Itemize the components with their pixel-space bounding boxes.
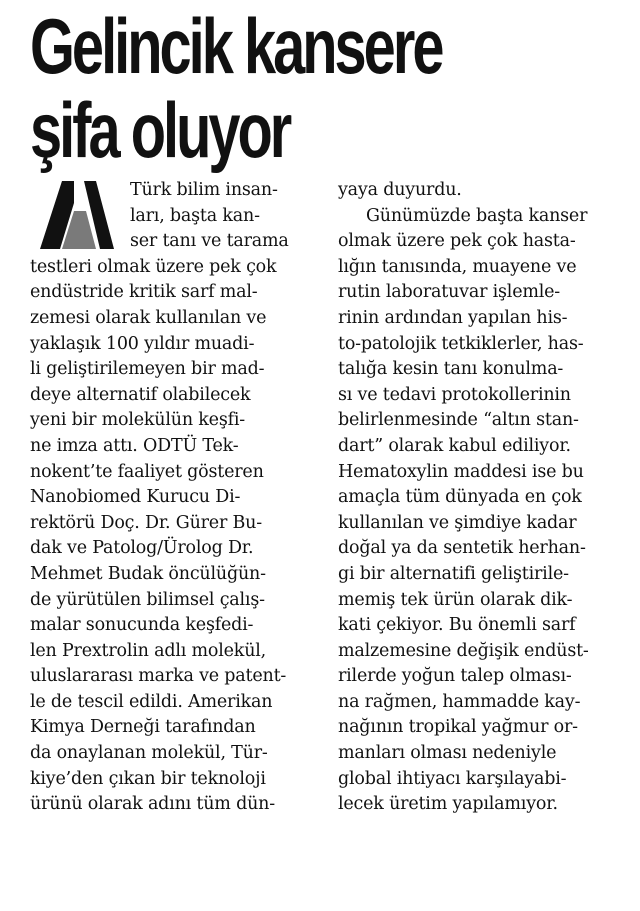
text-line: ürünü olarak adını tüm dün- [30,794,275,815]
text-line: sı ve tedavi protokollerinin [338,384,571,405]
text-line: le de tescil edildi. Amerikan [30,691,273,712]
text-line: amaçla tüm dünyada en çok [338,487,582,508]
text-line: doğal ya da sentetik herhan- [338,538,586,559]
text-line: global ihtiyacı karşılayabi- [338,768,567,789]
text-line: da onaylanan molekül, Tür- [30,743,268,764]
text-line: malar sonucunda keşfedi- [30,615,254,636]
text-line: rinin ardından yapılan his- [338,307,568,328]
text-line: nağının tropikal yağmur or- [338,717,578,738]
text-line: Mehmet Budak öncülüğün- [30,563,266,584]
text-line: nokent’te faaliyet gösteren [30,461,264,482]
text-line: belirlenmesinde “altın stan- [338,410,579,431]
text-line: lecek üretim yapılamıyor. [338,794,558,815]
text-line: lığın tanısında, muayene ve [338,256,577,277]
text-line: Türk bilim insan- [130,180,278,200]
text-line: ları, başta kan- [130,205,260,226]
text-line: uluslararası marka ve patent- [30,666,287,687]
text-line: Nanobiomed Kurucu Di- [30,487,241,508]
text-line: kullanılan ve şimdiye kadar [338,512,577,533]
column-1 [30,178,324,818]
text-line: kati çekiyor. Bu önemli sarf [338,615,576,636]
text-line: dak ve Patolog/Ürolog Dr. [30,538,254,559]
text-line: talığa kesin tanı konulma- [338,359,564,380]
text-line: ne imza attı. ODTÜ Tek- [30,435,239,456]
text-line: rutin laboratuvar işlemle- [338,282,561,303]
text-line: yeni bir molekülün keşfi- [30,410,245,431]
text-line: endüstride kritik sarf mal- [30,282,258,303]
text-line: kiye’den çıkan bir teknoloji [30,768,266,789]
headline-line-2: şifa oluyor [30,86,290,174]
text-line: yaklaşık 100 yıldır muadi- [30,333,255,354]
text-line: na rağmen, hammadde kay- [338,691,581,712]
text-line: malzemesine değişik endüst- [338,640,589,661]
text-line: rilerde yoğun talep olması- [338,666,572,687]
text-line: len Prextrolin adlı molekül, [30,640,267,661]
text-line: Kimya Derneği tarafından [30,717,256,738]
text-line: gi bir alternatifi geliştirile- [338,563,569,584]
text-line: Hematoxylin maddesi ise bu [338,461,584,482]
text-line: dart” olarak kabul ediliyor. [338,435,571,456]
text-line: ser tanı ve tarama [130,231,289,252]
text-line: olmak üzere pek çok hasta- [338,231,576,252]
text-line: Günümüzde başta kanser [366,205,588,226]
text-line: rektörü Doç. Dr. Gürer Bu- [30,512,262,533]
text-line: yaya duyurdu. [338,180,462,200]
text-line: zemesi olarak kullanılan ve [30,307,267,328]
text-line: to-patolojik tetkiklerler, has- [338,333,584,354]
text-line: deye alternatif olabilecek [30,384,251,405]
column-2 [338,178,638,818]
text-line: de yürütülen bilimsel çalış- [30,589,265,610]
text-line: manları olması nedeniyle [338,743,557,764]
text-line: memiş tek ürün olarak dik- [338,589,573,610]
text-line: li geliştirilemeyen bir mad- [30,359,265,380]
headline-line-1: Gelincik kansere [30,2,442,90]
text-line: testleri olmak üzere pek çok [30,256,277,277]
headline [30,4,474,172]
